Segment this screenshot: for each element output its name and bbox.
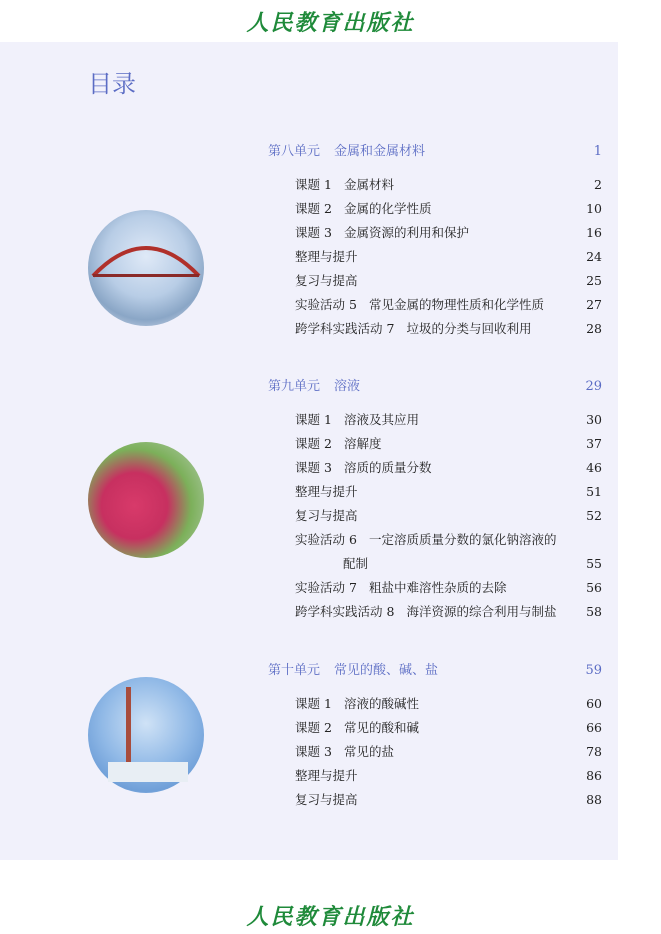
toc-entry[interactable]: [268, 197, 602, 221]
toc-unit: [268, 375, 602, 624]
toc-entry[interactable]: [268, 293, 602, 317]
entry-page: 88: [586, 792, 602, 807]
entry-number: 课题 2: [295, 201, 332, 216]
entry-page: 60: [586, 696, 602, 711]
toc-entry[interactable]: [268, 317, 602, 341]
entry-page: 56: [586, 580, 602, 595]
entry-page: 25: [586, 273, 602, 288]
toc-entry[interactable]: [268, 788, 602, 812]
entry-page: 58: [586, 604, 602, 619]
unit-page: 59: [585, 663, 602, 678]
toc-unit: [268, 140, 602, 341]
toc-entry[interactable]: [268, 245, 602, 269]
entry-title: 整理与提升: [295, 249, 358, 264]
entry-number: 课题 2: [295, 720, 332, 735]
entry-title: 金属资源的利用和保护: [343, 225, 469, 240]
entry-number: 课题 3: [295, 744, 332, 759]
page-title: 目录: [88, 70, 136, 98]
unit-heading[interactable]: [268, 659, 602, 683]
toc-entry[interactable]: [268, 432, 602, 456]
entry-number: 跨学科实践活动 8: [295, 604, 395, 619]
factory-photo: [88, 677, 204, 793]
entry-title: 海洋资源的综合利用与制盐: [406, 604, 557, 619]
entry-title: 垃圾的分类与回收利用: [406, 321, 532, 336]
entry-number: 实验活动 7: [295, 580, 357, 595]
entry-title: 粗盐中难溶性杂质的去除: [368, 580, 507, 595]
entry-number: 课题 1: [295, 177, 332, 192]
entry-title: 常见的盐: [343, 744, 394, 759]
entry-title: 常见金属的物理性质和化学性质: [368, 297, 544, 312]
unit-number: 第十单元: [268, 663, 321, 678]
entry-page: 52: [586, 508, 602, 523]
toc-entry[interactable]: [268, 716, 602, 740]
entry-title: 复习与提高: [295, 792, 358, 807]
entry-title: 溶液的酸碱性: [343, 696, 419, 711]
entry-number: 跨学科实践活动 7: [295, 321, 395, 336]
unit-page: 29: [585, 379, 602, 394]
entry-page: 30: [586, 412, 602, 427]
toc-entry[interactable]: [268, 600, 602, 624]
unit-number: 第九单元: [268, 379, 321, 394]
entry-title: 溶解度: [343, 436, 382, 451]
entry-title: 整理与提升: [295, 484, 358, 499]
unit-heading[interactable]: [268, 375, 602, 399]
entry-page: 66: [586, 720, 602, 735]
entry-number: 课题 1: [295, 696, 332, 711]
toc-entry[interactable]: [268, 692, 602, 716]
toc-entry[interactable]: [268, 576, 602, 600]
publisher-logo-footer: 人民教育出版社: [246, 904, 415, 930]
entry-number: 课题 3: [295, 225, 332, 240]
entry-page: 46: [586, 460, 602, 475]
entry-number: 实验活动 5: [295, 297, 357, 312]
toc-entry[interactable]: [268, 269, 602, 293]
toc-entry[interactable]: [268, 764, 602, 788]
entry-title: 一定溶质质量分数的氯化钠溶液的: [368, 532, 557, 547]
entry-page: 86: [586, 768, 602, 783]
toc-entry[interactable]: [268, 528, 602, 552]
entry-page: 28: [586, 321, 602, 336]
toc-entry[interactable]: [268, 408, 602, 432]
toc-entry[interactable]: [268, 740, 602, 764]
toc-entry-continued[interactable]: [268, 552, 602, 576]
publisher-logo: 人民教育出版社: [246, 10, 415, 36]
unit-name: 常见的酸、碱、盐: [334, 663, 439, 678]
entry-number: 课题 3: [295, 460, 332, 475]
toc-entry[interactable]: [268, 504, 602, 528]
unit-number: 第八单元: [268, 144, 321, 159]
bridge-photo: [88, 210, 204, 326]
entry-title: 整理与提升: [295, 768, 358, 783]
entry-page: 37: [586, 436, 602, 451]
entry-number: 课题 1: [295, 412, 332, 427]
toc-entry[interactable]: [268, 221, 602, 245]
entry-page: 51: [586, 484, 602, 499]
entry-page: 55: [586, 556, 602, 571]
entry-title: 复习与提高: [295, 273, 358, 288]
toc-entry[interactable]: [268, 173, 602, 197]
chimney-icon: [88, 677, 204, 793]
entry-page: 2: [594, 177, 602, 192]
entry-page: 16: [586, 225, 602, 240]
unit-heading[interactable]: [268, 140, 602, 164]
entry-title-cont: 配制: [343, 556, 369, 571]
entry-number: 课题 2: [295, 436, 332, 451]
unit-page: 1: [593, 144, 602, 159]
entry-page: 78: [586, 744, 602, 759]
entry-page: 24: [586, 249, 602, 264]
salt-field-photo: [88, 442, 204, 558]
unit-name: 金属和金属材料: [334, 144, 426, 159]
toc-entry[interactable]: [268, 480, 602, 504]
entry-title: 金属的化学性质: [343, 201, 432, 216]
bridge-icon: [88, 210, 204, 326]
entry-title: 溶液及其应用: [343, 412, 419, 427]
toc-unit: [268, 659, 602, 812]
entry-title: 溶质的质量分数: [343, 460, 432, 475]
entry-page: 10: [586, 201, 602, 216]
entry-page: 27: [586, 297, 602, 312]
entry-title: 复习与提高: [295, 508, 358, 523]
toc-entry[interactable]: [268, 456, 602, 480]
entry-number: 实验活动 6: [295, 532, 357, 547]
entry-title: 金属材料: [343, 177, 394, 192]
unit-name: 溶液: [334, 379, 361, 394]
entry-title: 常见的酸和碱: [343, 720, 419, 735]
